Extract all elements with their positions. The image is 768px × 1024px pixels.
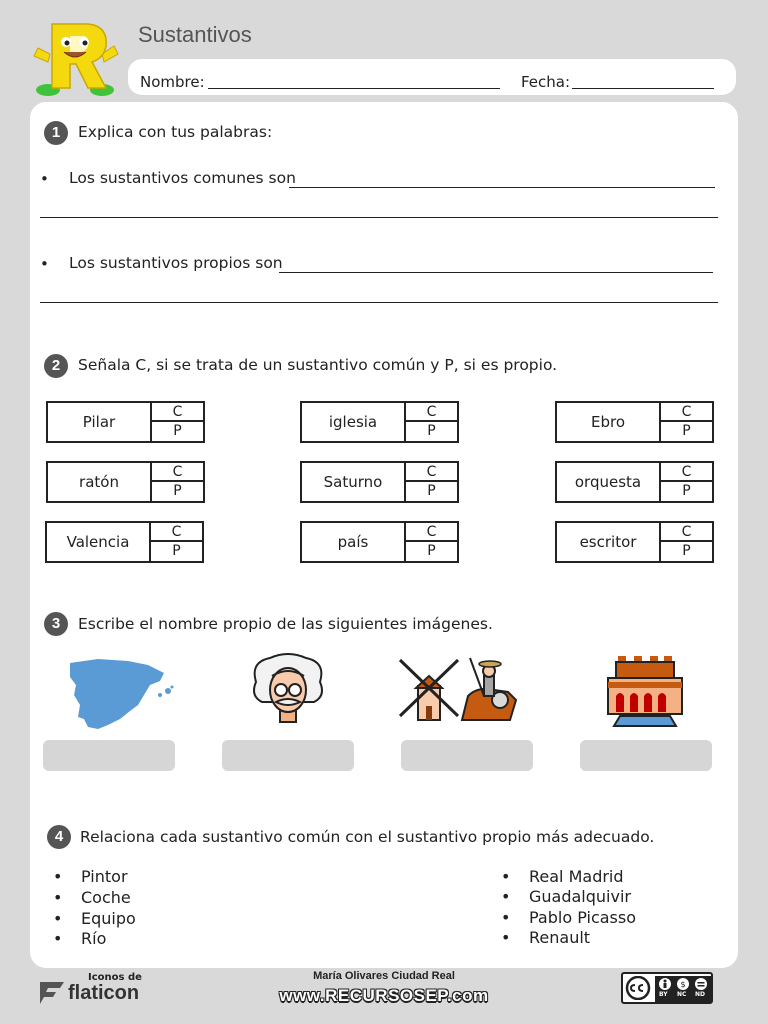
author-credit: María Olivares Ciudad Real (313, 970, 455, 982)
noun-word: orquesta (557, 463, 661, 501)
question-number-4: 4 (47, 825, 71, 849)
option-proper[interactable]: P (427, 423, 436, 439)
option-proper[interactable]: P (173, 423, 182, 439)
proper-noun-item[interactable]: • Real Madrid (501, 867, 624, 886)
common-noun-item[interactable]: • Coche (53, 888, 131, 907)
option-proper[interactable]: P (427, 543, 436, 559)
proper-noun-item[interactable]: • Renault (501, 928, 591, 947)
svg-text:$: $ (680, 980, 686, 989)
noun-word: país (302, 523, 406, 561)
option-common[interactable]: C (406, 463, 457, 482)
question-number-3: 3 (44, 612, 68, 636)
answer-line[interactable] (40, 302, 718, 303)
page-title: Sustantivos (138, 22, 252, 47)
question-2-prompt: Señala C, si se trata de un sustantivo común y P, si es propio. (78, 356, 558, 374)
option-common[interactable]: C (152, 403, 203, 422)
option-common[interactable]: C (406, 523, 457, 542)
common-noun-item[interactable]: • Pintor (53, 867, 128, 886)
creative-commons-badge (621, 972, 713, 1004)
answer-box-alhambra[interactable] (580, 740, 712, 771)
answer-line[interactable] (289, 187, 715, 188)
noun-classify-box (46, 461, 205, 503)
license-terms: $ BY NC ND (655, 976, 711, 1002)
noun-word: iglesia (302, 403, 406, 441)
bullet: • (40, 170, 49, 188)
noun-word: ratón (48, 463, 152, 501)
question-4-prompt: Relaciona cada sustantivo común con el sustantivo propio más adecuado. (80, 828, 655, 846)
worksheet-panel (30, 102, 738, 968)
noun-classify-box (300, 461, 459, 503)
name-label: Nombre: (140, 73, 205, 91)
noun-classify-box (46, 401, 205, 443)
answer-box-quixote[interactable] (401, 740, 533, 771)
option-common[interactable]: C (152, 463, 203, 482)
noun-word: Ebro (557, 403, 661, 441)
license-icons (657, 977, 709, 991)
option-common[interactable]: C (406, 403, 457, 422)
answer-line[interactable] (40, 217, 718, 218)
bullet: • (40, 255, 49, 273)
question-number-2: 2 (44, 354, 68, 378)
proper-noun-item[interactable]: • Pablo Picasso (501, 908, 637, 927)
option-proper[interactable]: P (682, 483, 691, 499)
name-field[interactable] (208, 88, 500, 89)
don-quixote-icon (398, 656, 524, 724)
recursosep-mascot-logo-icon (30, 18, 122, 98)
option-common[interactable]: C (661, 463, 712, 482)
proper-nouns-statement: Los sustantivos propios son (69, 254, 283, 272)
question-number-1: 1 (44, 121, 68, 145)
noun-classify-box (45, 521, 204, 563)
flaticon-wordmark: flaticon (68, 982, 140, 1004)
option-proper[interactable]: P (682, 423, 691, 439)
website-link[interactable]: www.RECURSOSEP.com (279, 986, 489, 1005)
noun-word: escritor (557, 523, 661, 561)
name-date-bar (128, 59, 736, 95)
noun-classify-box (555, 401, 714, 443)
noun-classify-box (555, 521, 714, 563)
alhambra-icon (606, 654, 684, 728)
spain-map-icon (68, 655, 176, 731)
option-common[interactable]: C (661, 403, 712, 422)
einstein-icon (250, 652, 326, 724)
proper-noun-item[interactable]: • Guadalquivir (501, 887, 631, 906)
noun-classify-box (300, 521, 459, 563)
option-proper[interactable]: P (682, 543, 691, 559)
icons-by-label: Iconos de (88, 972, 142, 983)
noun-word: Saturno (302, 463, 406, 501)
option-proper[interactable]: P (427, 483, 436, 499)
option-proper[interactable]: P (172, 543, 181, 559)
noun-word: Pilar (48, 403, 152, 441)
date-field[interactable] (572, 88, 714, 89)
cc-icon (625, 976, 653, 1000)
question-3-prompt: Escribe el nombre propio de las siguientes imágenes. (78, 615, 493, 633)
noun-classify-box (300, 401, 459, 443)
date-label: Fecha: (521, 73, 571, 91)
common-noun-item[interactable]: • Equipo (53, 909, 136, 928)
option-common[interactable]: C (151, 523, 202, 542)
noun-word: Valencia (47, 523, 151, 561)
answer-line[interactable] (279, 272, 713, 273)
option-proper[interactable]: P (173, 483, 182, 499)
common-noun-item[interactable]: • Río (53, 929, 107, 948)
question-1-prompt: Explica con tus palabras: (78, 123, 273, 141)
common-nouns-statement: Los sustantivos comunes son (69, 169, 296, 187)
answer-box-spain[interactable] (43, 740, 175, 771)
noun-classify-box (555, 461, 714, 503)
option-common[interactable]: C (661, 523, 712, 542)
answer-box-einstein[interactable] (222, 740, 354, 771)
